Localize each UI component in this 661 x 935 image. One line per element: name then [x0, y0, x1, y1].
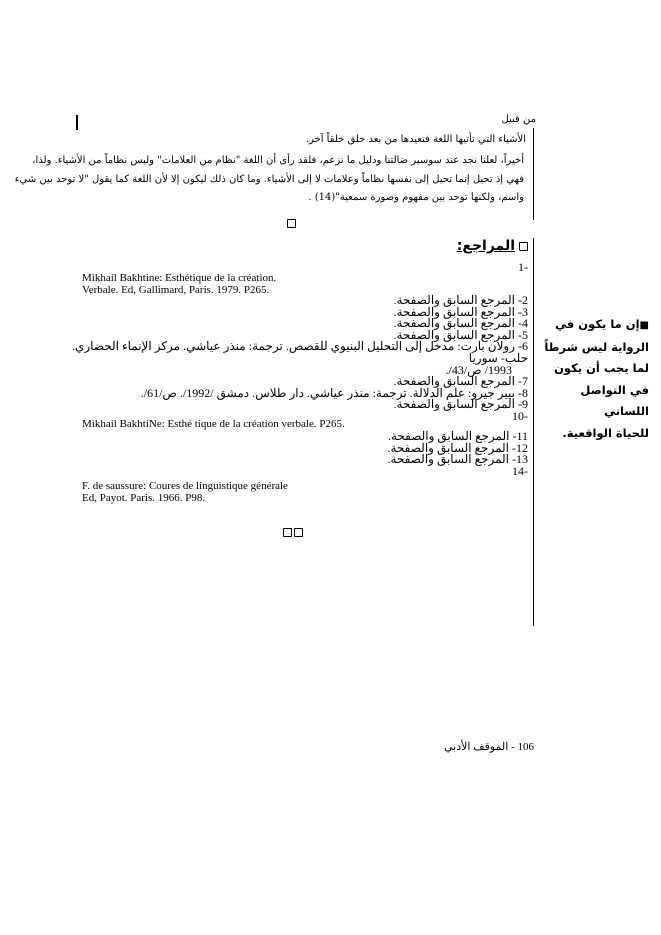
- reference-1-line-b: Verbale. Ed, Gallimard, Paris. 1979. P265.: [82, 284, 270, 296]
- reference-item: 2- المرجع السابق والصفحة.: [393, 293, 528, 307]
- square-bullet-icon: [519, 242, 528, 251]
- paragraph-line-3: فهي إذ تحيل إنما تحيل إلى نفسها نظاماً وعلامات لا إلى الأشياء. وما كان ذلك ليكون إلا لأن اللغة كما يقول "لا توحد بين شيء: [14, 174, 524, 185]
- reference-item: 11- المرجع السابق والصفحة.: [387, 429, 528, 443]
- sidebar-quote-line: ■إن ما يكون في: [555, 317, 649, 331]
- reference-10-text: Mikhail BakhtiNe: Esthé tique de la création verbale. P265.: [82, 418, 345, 430]
- page-number: 106: [517, 741, 534, 753]
- reference-item: 7- المرجع السابق والصفحة.: [393, 374, 528, 389]
- reference-item: 6- رولان بارت: مدخل إلى التحليل البنيوي للقصص. ترجمة: منذر عياشي. مركز الإنماء الحضاري. حلب- سوريا: [71, 339, 528, 365]
- journal-name: الموقف الأدبي: [444, 741, 509, 753]
- sidebar-quote-line: للحياة الواقعية.: [562, 425, 649, 440]
- reference-item: 13- المرجع السابق والصفحة.: [387, 452, 528, 467]
- reference-item: 9- المرجع السابق والصفحة.: [393, 397, 528, 412]
- reference-list-2-9: [68, 295, 528, 423]
- text-cursor-bar: [76, 115, 78, 130]
- square-bullet-icon: ■: [639, 320, 649, 331]
- column-divider-upper: [533, 128, 534, 220]
- sidebar-quote-line: في التواصل اللساني: [580, 382, 649, 418]
- reference-1-line-a: Mikhail Bakhtine: Esthétique de la création.: [82, 272, 277, 284]
- sidebar-pull-quote: [539, 314, 649, 444]
- reference-item: 3- المرجع السابق والصفحة.: [393, 304, 528, 319]
- reference-item-continuation: 1993/ ص/43/.: [445, 362, 512, 377]
- column-divider-main: [533, 238, 534, 626]
- paragraph-line-2: أخيراً، لعلنا نجد عند سوسير ضالتنا ودليل ما نزعم، فلقد رأى أن اللغة "نظام من العلامات" وليس نظاماً من الأشياء. ولذا،: [32, 155, 524, 166]
- references-heading-text: المراجع:: [456, 238, 515, 254]
- reference-14-line-a: F. de saussure: Coures de linguistique générale: [82, 480, 288, 492]
- reference-number-1: -1: [518, 260, 528, 274]
- reference-item: 8- بيير جيرو: علم الدلالة. ترجمة: منذر عياشي. دار طلاس. دمشق /1992/. ص/61/.: [140, 385, 528, 400]
- end-marker: [283, 522, 303, 541]
- reference-item: 4- المرجع السابق والصفحة.: [393, 316, 528, 331]
- references-heading: [457, 238, 528, 254]
- page-footer: 106 - الموقف الأدبي: [444, 741, 534, 753]
- paragraph-line-4: واسم، ولكنها توحد بين مفهوم وصورة سمعية"(14) .: [308, 192, 524, 203]
- sidebar-quote-line: لما يجب أن يكون: [554, 361, 649, 375]
- reference-14-line-b: Ed, Payot. Paris. 1966. P98.: [82, 492, 206, 504]
- reference-list-11-14: [228, 431, 528, 477]
- running-header: من قبيل: [501, 114, 536, 125]
- paragraph-line-1: الأشياء التي تأتيها اللغة فتعيدها من بعد خلق خلقاً آخر.: [305, 134, 526, 145]
- reference-item: -10: [512, 408, 528, 423]
- section-marker: [287, 213, 296, 232]
- square-bullet-icon: [283, 528, 292, 537]
- sidebar-quote-line: الرواية ليس شرطاً: [544, 339, 649, 354]
- square-bullet-icon: [294, 528, 303, 537]
- reference-item: 5- المرجع السابق والصفحة.: [393, 327, 528, 342]
- reference-item: -14: [512, 463, 528, 478]
- square-bullet-icon: [287, 219, 296, 228]
- reference-item: 12- المرجع السابق والصفحة.: [387, 440, 528, 455]
